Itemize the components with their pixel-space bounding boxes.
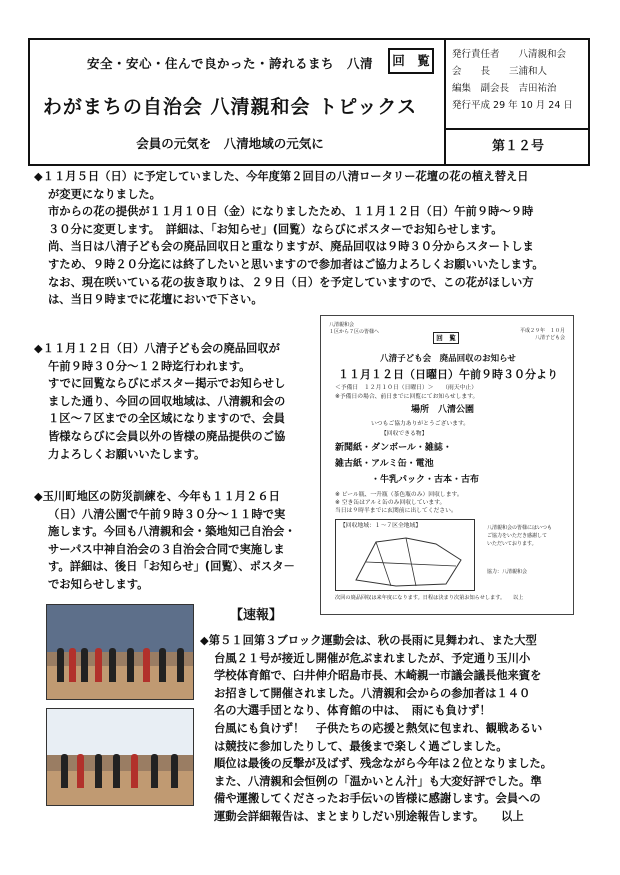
photo-backdrop (47, 605, 193, 652)
person-figure (77, 754, 84, 788)
sub-slogan: 会員の元気を 八清地域の元気に (136, 136, 324, 151)
publisher-line: 発行責任者 八清親和会 (452, 49, 567, 60)
article-line: １区～７区までの全区域になりますので、会員 (48, 412, 286, 426)
poster-text: ご協力をいただき感謝して (487, 533, 548, 539)
recycling-poster-image (320, 315, 574, 615)
poster-footer: 次回の廃品回収は来年度になります。日程は決まり次第お知らせします。 以上 (335, 595, 524, 601)
article-line: 市からの花の提供が１１月１０日（金）になりましたため、１１月１２日（日）午前９時～９時 (48, 205, 534, 219)
poster-text: 協力：八清親和会 (487, 569, 528, 575)
person-figure (95, 754, 102, 788)
poster-items: 雑古紙・アルミ缶・電池 (335, 459, 434, 469)
article-line: お招きして開催されました。八清親和会からの参加者は１４０ (214, 686, 531, 700)
article-line: 学校体育館で、臼井伸介昭島市長、木崎親一市議会議長他来賓を (214, 669, 542, 683)
publisher-info (452, 46, 573, 114)
publisher-block (444, 40, 588, 164)
photo-backdrop (47, 709, 193, 755)
article-line: ◆玉川町地区の防災訓練を、今年も１１月２６日 (34, 490, 280, 503)
article-line: 運動会詳細報告は、まとまりしだい別途報告します。 以上 (214, 809, 524, 823)
poster-text: ※予備日の場合、前日までに回覧にてお知らせします。 (335, 394, 479, 400)
sports-day-photo-2 (46, 708, 194, 806)
person-figure (143, 648, 150, 682)
person-figure (159, 648, 166, 682)
person-figure (109, 648, 116, 682)
poster-date: １１月１２日（日曜日）午前９時３０分より (338, 368, 558, 381)
article-line: 備や運搬してくださったお手伝いの皆様に感謝します。会員への (214, 792, 541, 806)
article-line: すため、９時２０分迄には終了したいと思いますので参加者はご協力よろしくお願いいたします。 (48, 257, 544, 271)
article-line: なお、現在咲いている花の抜き取りは、２９日（日）を予定していますので、この花がほしい方 (48, 275, 534, 289)
person-figure (151, 754, 158, 788)
article-line: が変更になりました。 (48, 187, 161, 201)
publisher-line: 発行平成 29 年 10 月 24 日 (452, 100, 573, 111)
poster-text: 八清親和会 (329, 322, 355, 328)
person-figure (131, 754, 138, 788)
poster-text: いただいております。 (487, 541, 537, 547)
article-line: （日）八清公園で午前９時３０分～１１時で実 (48, 507, 286, 521)
poster-side-note (487, 524, 552, 576)
person-figure (69, 648, 76, 682)
newsletter-title: わがまちの自治会 八清親和会 トピックス (42, 96, 418, 118)
map-icon (336, 530, 474, 590)
poster-text: ※ ビール瓶、一升瓶（茶色瓶のみ）回収します。 (335, 492, 463, 498)
poster-location: 場所 八清公園 (411, 405, 475, 415)
poster-text: ※ 空き缶はアルミ缶のみ回収しています。 (335, 500, 446, 506)
person-figure (95, 648, 102, 682)
person-figure (127, 648, 134, 682)
article-line: すでに回覧ならびにポスター掲示でお知らせし (48, 377, 286, 391)
person-figure (113, 754, 120, 788)
article-line: は、当日９時までに花壇においで下さい。 (48, 293, 263, 307)
person-figure (61, 754, 68, 788)
poster-text: 【回収できる物】 (381, 431, 428, 437)
article-line: 施します。今回も八清親和会・築地知己自治会・ (48, 525, 296, 539)
person-figure (81, 648, 88, 682)
poster-items: 新聞紙・ダンボール・雑誌・ (335, 443, 452, 453)
poster-text: ＜予備日 １２月１０日（日曜日）＞ （雨天中止） (335, 385, 478, 391)
poster-text: 【回収地域：１～７区全地域】 (340, 523, 422, 529)
poster-text: １区から７区の皆様へ (329, 329, 380, 335)
article-recycling (34, 340, 318, 463)
article-line: 順位は最後の反撃が及ばず、残念ながら今年は２位となりました。 (214, 757, 553, 771)
article-line: ３０分に変更します。 詳細は、「お知らせ」(回覧）ならびにポスターでお知らせします。 (48, 222, 503, 236)
breaking-news-heading: 【速報】 (230, 608, 283, 623)
article-line: 尚、当日は八清子ども会の廃品回収日と重なりますが、廃品回収は９時３０分からスタートしま (48, 240, 534, 254)
poster-circulation-stamp: 回 覧 (433, 332, 459, 344)
article-line: は競技に参加したりして、最後まで楽しく過ごしました。 (214, 739, 508, 753)
header-left (30, 40, 444, 164)
poster-title: 八清子ども会 廃品回収のお知らせ (380, 354, 516, 364)
article-line: 名の大選手団となり、体育館の中は、 雨にも負けず！ (214, 704, 491, 718)
person-figure (57, 648, 64, 682)
article-line: ◆１１月１２日（日）八清子ども会の廃品回収が (34, 342, 280, 355)
article-line: でお知らせします。 (48, 577, 149, 591)
article-line: 台風２１号が接近し開催が危ぶまれましたが、予定通り玉川小 (214, 651, 531, 665)
circulation-stamp: 回 覧 (388, 48, 434, 74)
poster-text: いつもご協力ありがとうございます。 (371, 421, 470, 427)
issue-number: 第１２号 (446, 128, 590, 164)
article-line: ◆第５１回第３ブロック運動会は、秋の長雨に見舞われ、また大型 (200, 634, 537, 647)
article-line: す。詳細は、後日「お知らせ」(回覧）、ポスタ－ (48, 560, 295, 574)
poster-text: 平成２９年 １０月 (519, 328, 565, 334)
article-line: ました通り、今回の回収地域は、八清親和会の (48, 394, 286, 408)
article-line: サーパス中神自治会の３自治会合同で実施しま (48, 542, 285, 556)
article-disaster-drill (34, 488, 318, 594)
poster-addressee (329, 322, 379, 336)
poster-text: 八清子ども会 (534, 335, 565, 341)
article-line: ◆１１月５日（日）に予定していました、今年度第２回目の八清ロータリー花壇の花の植え替え日 (34, 170, 529, 183)
poster-text: 八清親和会の皆様にはいつも (487, 525, 553, 531)
poster-items: ・牛乳パック・古本・古布 (371, 475, 480, 485)
publisher-line: 編集 副会長 吉田祐治 (452, 83, 557, 94)
article-flower-bed (34, 168, 594, 309)
article-line: 皆様ならびに会員以外の皆様の廃品提供のご協 (48, 429, 286, 443)
poster-issuer (520, 328, 565, 342)
article-line: 午前９時３０分～１２時迄行われます。 (48, 359, 251, 373)
slogan: 安全・安心・住んで良かった・誇れるまち 八清 (86, 56, 373, 71)
article-line: また、八清親和会恒例の「温かいとん汁」も大変好評でした。準 (214, 774, 542, 788)
poster-text: 当日は９時半までに玄関前に出してください。 (335, 508, 457, 514)
publisher-line: 会 長 三浦和人 (452, 66, 548, 77)
article-line: 台風にも負けず！ 子供たちの応援と熱気に包まれ、観戦あるい (214, 721, 543, 735)
article-line: 力よろしくお願いいたします。 (48, 447, 206, 461)
article-sports-day (200, 632, 592, 826)
poster-map (335, 519, 475, 591)
person-figure (171, 754, 178, 788)
sports-day-photo-1 (46, 604, 194, 700)
header-box (28, 38, 590, 166)
person-figure (177, 648, 184, 682)
